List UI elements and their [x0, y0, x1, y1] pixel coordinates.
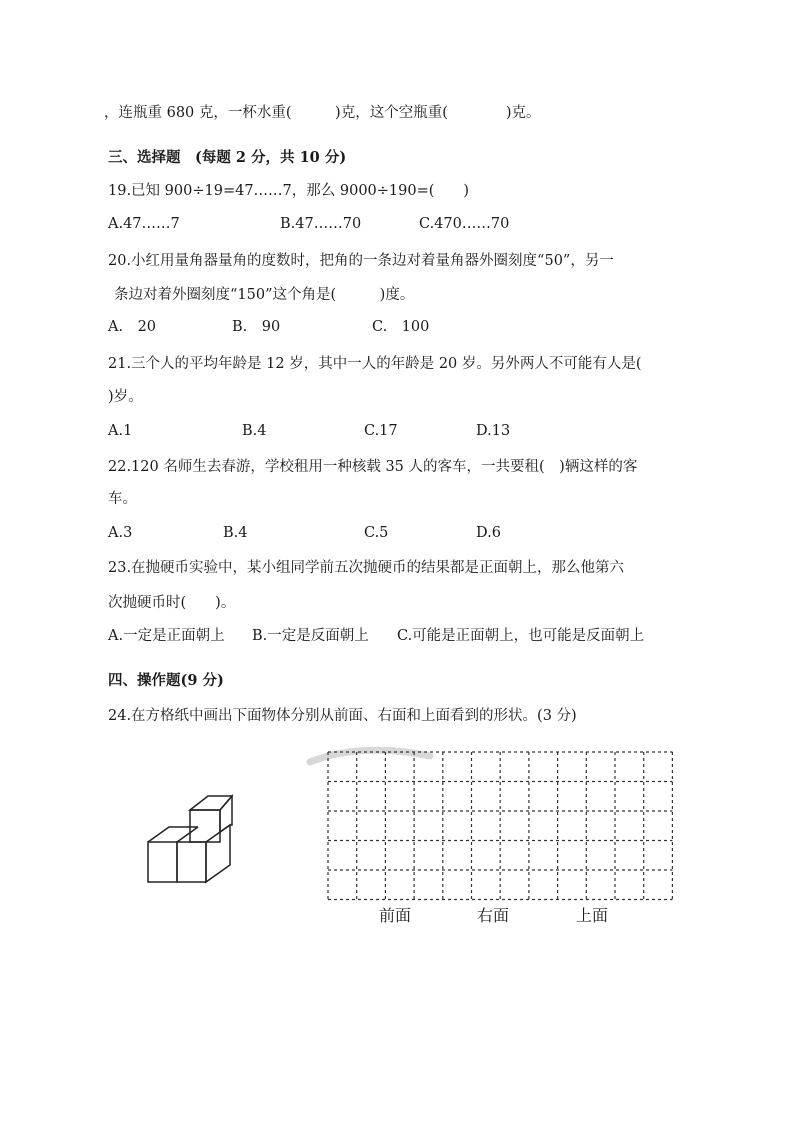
grid-label-right: 右面: [477, 906, 510, 925]
question-21-line1: 21.三个人的平均年龄是 12 岁，其中一人的年龄是 20 岁。另外两人不可能有人是(: [108, 356, 642, 372]
q21-option-b[interactable]: B.4: [242, 423, 267, 439]
question-22-line2: 车。: [108, 491, 137, 507]
question-20-line1: 20.小红用量角器量角的度数时，把角的一条边对着量角器外圈刻度“50”，另一: [108, 253, 614, 269]
question-23-line2: 次抛硬币时( )。: [108, 595, 236, 611]
section-heading-operation: 四、操作题(9 分): [108, 672, 224, 689]
q21-option-d[interactable]: D.13: [476, 423, 511, 439]
q22-option-b[interactable]: B.4: [223, 525, 248, 541]
q22-option-d[interactable]: D.6: [476, 525, 501, 541]
question-24: 24.在方格纸中画出下面物体分别从前面、右面和上面看到的形状。(3 分): [108, 708, 577, 724]
q20-option-c[interactable]: C. 100: [372, 319, 430, 335]
q23-option-b[interactable]: B.一定是反面朝上: [252, 628, 369, 644]
q19-option-a[interactable]: A.47……7: [108, 216, 180, 232]
grid-paper: [300, 742, 675, 912]
q19-option-b[interactable]: B.47……70: [280, 216, 362, 232]
question-23-line1: 23.在抛硬币实验中，某小组同学前五次抛硬币的结果都是正面朝上，那么他第六: [108, 560, 625, 576]
blank-line-continuation: ，连瓶重 680 克，一杯水重( )克，这个空瓶重( )克。: [104, 105, 541, 121]
q20-option-b[interactable]: B. 90: [232, 319, 281, 335]
q22-option-c[interactable]: C.5: [364, 525, 389, 541]
cube-stack-figure: [140, 790, 240, 886]
question-20-line2: 条边对着外圈刻度“150”这个角是( )度。: [114, 287, 415, 303]
q23-option-a[interactable]: A.一定是正面朝上: [108, 628, 225, 644]
section-heading-choice: 三、选择题 (每题 2 分，共 10 分): [108, 149, 347, 166]
question-22-line1: 22.120 名师生去春游，学校租用一种核载 35 人的客车，一共要租( )辆这样的客: [108, 459, 638, 475]
q21-option-c[interactable]: C.17: [364, 423, 398, 439]
q20-option-a[interactable]: A. 20: [108, 319, 157, 335]
q21-option-a[interactable]: A.1: [108, 423, 133, 439]
q19-option-c[interactable]: C.470……70: [419, 216, 510, 232]
question-19: 19.已知 900÷19=47……7，那么 9000÷190=( ): [108, 183, 470, 199]
grid-label-front: 前面: [379, 906, 412, 925]
question-21-line2: )岁。: [108, 389, 143, 405]
q23-option-c[interactable]: C.可能是正面朝上，也可能是反面朝上: [397, 628, 645, 644]
grid-label-top: 上面: [576, 906, 609, 925]
q22-option-a[interactable]: A.3: [108, 525, 133, 541]
